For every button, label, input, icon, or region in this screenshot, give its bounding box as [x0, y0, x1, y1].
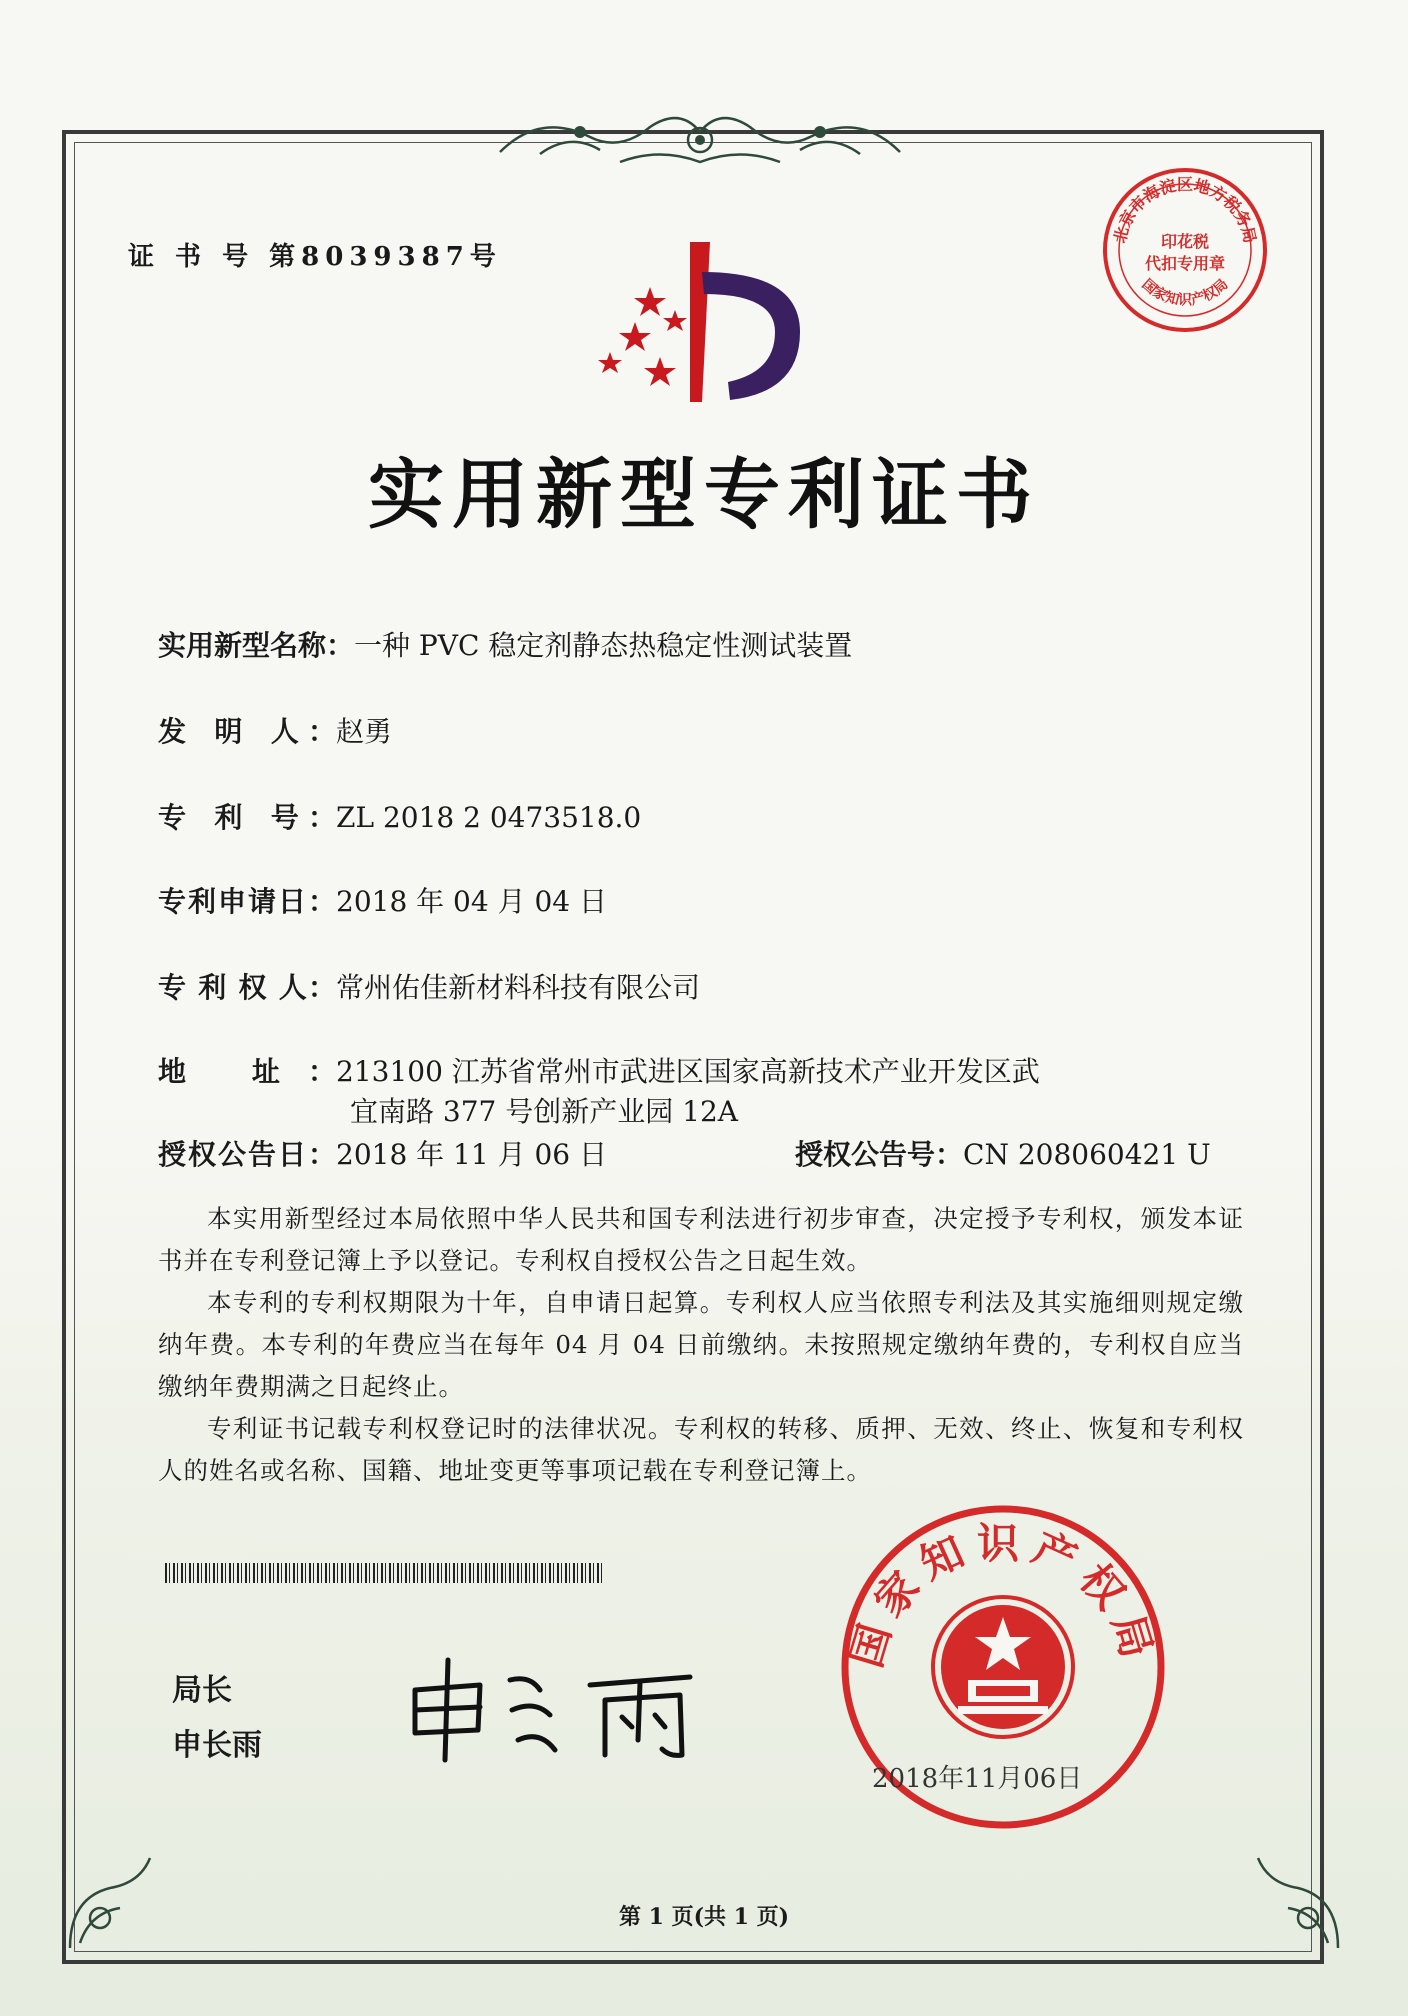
patent-office-logo-icon: [580, 232, 830, 412]
seal-top-ring-text: 北京市海淀区地方税务局: [1110, 175, 1260, 245]
body-paragraph-1: 本实用新型经过本局依照中华人民共和国专利法进行初步审查，决定授予专利权，颁发本证书并在专利登记簿上予以登记。专利权自授权公告之日起生效。: [158, 1204, 1244, 1275]
director-title: 局长: [172, 1673, 232, 1708]
svg-text:国家知识产权局: [1139, 276, 1232, 309]
field-label: 授权公告号：: [795, 1138, 964, 1171]
director-signature-icon: [400, 1645, 710, 1765]
seal-top-bottom-text: 国家知识产权局: [1138, 276, 1232, 309]
field-value: ZL 2018 2 0473518.0: [336, 801, 642, 834]
application-date-field: [158, 880, 607, 920]
grant-publication-number-field: [795, 1133, 1211, 1173]
field-label: 专 利 号：: [158, 801, 336, 834]
address-field: [158, 1050, 1040, 1090]
director-name: 申长雨: [172, 1728, 262, 1763]
grant-date-field: [158, 1133, 607, 1173]
seal-top-center-text-2: 代扣专用章: [1144, 254, 1226, 273]
field-value: CN 208060421 U: [963, 1138, 1211, 1171]
field-value: 常州佑佳新材料科技有限公司: [336, 971, 701, 1004]
barcode: [165, 1563, 605, 1583]
field-label: 专利申请日：: [158, 885, 336, 918]
field-value: 213100 江苏省常州市武进区国家高新技术产业开发区武: [336, 1055, 1040, 1088]
top-ornament-icon: [480, 92, 920, 182]
field-value: 一种 PVC 稳定剂静态热稳定性测试装置: [354, 629, 853, 662]
field-label: 授权公告日：: [158, 1138, 336, 1171]
body-paragraph-2: 本专利的专利权期限为十年，自申请日起算。专利权人应当依照专利法及其实施细则规定缴纳年费。本专利的年费应当在每年 04 月 04 日前缴纳。未按照规定缴纳年费的，专利权自应当缴纳年费期满之日起终止。: [158, 1288, 1244, 1401]
page-number: 第 1 页(共 1 页): [618, 1904, 790, 1930]
field-value: 赵勇: [336, 715, 393, 748]
utility-model-name-field: [158, 624, 852, 664]
field-value: 2018 年 04 月 04 日: [336, 885, 608, 918]
certificate-body-text: [158, 1198, 1244, 1492]
field-label: 发 明 人：: [158, 715, 336, 748]
seal-ring-text: 国家知识产权局: [841, 1519, 1165, 1673]
tax-seal-icon: [1100, 165, 1270, 335]
certificate-number: 证 书 号 第8039387号: [128, 242, 502, 272]
certificate-title: 实用新型专利证书: [368, 450, 1040, 539]
field-value: 2018 年 11 月 06 日: [336, 1138, 608, 1171]
field-label: 地 址：: [158, 1055, 336, 1088]
field-label: 实用新型名称：: [158, 629, 355, 662]
field-label: 专 利 权 人：: [158, 971, 336, 1004]
seal-top-center-text: 印花税: [1160, 232, 1210, 251]
inventor-field: [158, 710, 392, 750]
patentee-field: [158, 966, 700, 1006]
body-paragraph-3: 专利证书记载专利权登记时的法律状况。专利权的转移、质押、无效、终止、恢复和专利权人的姓名或名称、国籍、地址变更等事项记载在专利登记簿上。: [158, 1414, 1244, 1485]
address-line-2: 宜南路 377 号创新产业园 12A: [350, 1095, 738, 1128]
patent-number-field: [158, 796, 641, 836]
seal-date: 2018年11月06日: [872, 1764, 1083, 1794]
